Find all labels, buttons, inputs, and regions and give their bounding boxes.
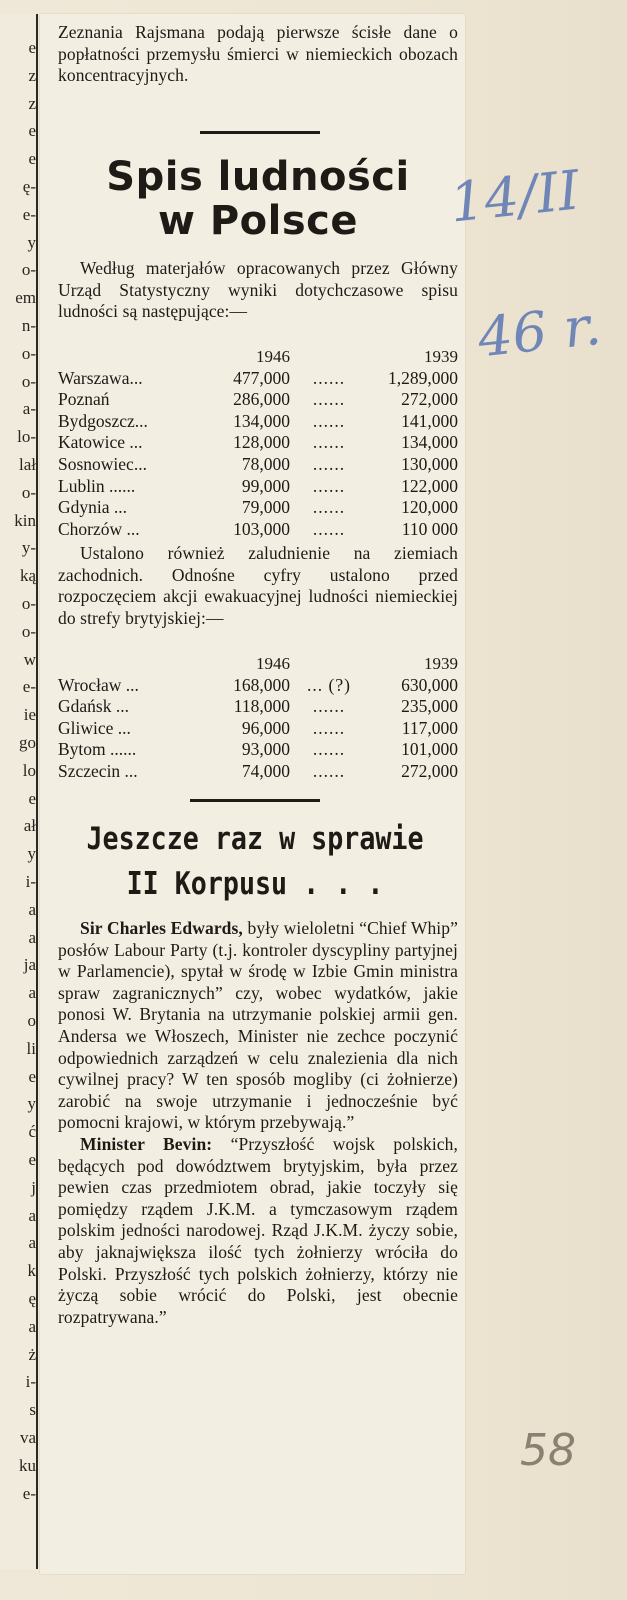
value-1939: 235,000 [401,696,458,717]
city-name: Poznań [58,389,110,410]
column-fragment-text: a [28,1316,36,1336]
city-name: Warszawa... [58,367,143,388]
value-1939: 272,000 [401,760,458,781]
headline-spis-line1: Spis ludności [106,154,410,200]
year-1946: 1946 [256,347,290,366]
column-fragment-text: z [28,93,36,113]
value-1946: 477,000 [233,367,290,388]
year-1939: 1939 [424,654,458,673]
population-row [58,696,458,718]
value-1946: 78,000 [241,453,290,474]
value-1946: 96,000 [241,717,290,738]
article1-lead-block [58,258,458,323]
speaker-bevin: Minister Bevin: [80,1133,213,1154]
column-fragment-text: i- [25,1372,36,1392]
column-fragment-text: a [28,1233,36,1253]
value-1939: 117,000 [401,717,458,738]
column-divider [36,14,38,1569]
year-1939: 1939 [424,347,458,366]
column-fragment-text: a [28,1205,36,1225]
column-fragment-text: e [28,1150,36,1169]
column-fragment-text: o- [21,621,36,641]
year-1946: 1946 [256,654,290,673]
column-fragment-text: lał [19,455,36,474]
column-fragment-text: w [23,649,36,669]
handwritten-date-line2: 46 r. [475,293,604,370]
city-name: Lublin ...... [58,475,136,496]
column-fragment-text: ć [28,1122,36,1142]
population-row [58,389,458,411]
column-fragment-text: ja [23,955,36,975]
city-name: Gdańsk ... [58,696,129,717]
column-fragment-text: o- [21,371,36,391]
city-name: Wrocław ... [58,674,139,695]
city-name: Szczecin ... [58,760,138,781]
column-fragment-text: ę- [22,177,36,196]
column-fragment-text: e [28,121,36,141]
value-1946: 93,000 [241,739,290,760]
edwards-question: były wieloletni “Chief Whip” posłów Labour Party (t.j. kontroler dyscypliny partyjnej w Parlamencie), spytał w środę w Izbie Gmin ministra spraw zagranicznych” czy, wobec wydatków, jakie ponosi W. Brytania na utrzymanie polskiej armii gen. Andersa we Włoszech, Minister nie zechce poczynić odpowiednich zarządzeń w celu znalezienia dla nich cywilnej pracy? W ten sposób mogliby (ci żołnierze) zarobić na swoje utrzymanie i jednocześnie być pomocni krajowi, w którym przebywają.” [58,918,458,1133]
value-1946: 118,000 [233,696,290,717]
column-fragment-text: e [28,38,36,57]
value-1946: 99,000 [241,475,290,496]
column-fragment-text: a [28,927,36,947]
population-row [58,368,458,390]
column-fragment-text: em [15,288,36,308]
population-table-1 [58,346,458,540]
column-fragment-text: e [28,788,36,808]
column-fragment-text: a- [22,399,36,419]
population-row [58,739,458,761]
population-row [58,497,458,519]
column-fragment-text: e [28,1066,36,1086]
intro-paragraph: Zeznania Rajsmana podają pierwsze ścisłe dane o popłatności przemysłu śmierci w niemieckich obozach koncentracyjnych. [58,22,458,86]
city-name: Sosnowiec... [58,453,147,474]
headline-spis-line2: w Polsce [157,198,359,244]
speaker-edwards: Sir Charles Edwards, [80,918,243,938]
column-fragment-text: o- [21,482,36,502]
column-fragment-text: y [27,844,36,864]
column-fragment-text: z [28,65,36,85]
population-row [58,411,458,433]
column-fragment-text: ż [28,1344,36,1364]
column-fragment-text: li [26,1038,36,1058]
handwritten-page-number: 58 [520,1425,576,1476]
value-1939: 110 000 [401,518,458,539]
value-1939: 122,000 [401,475,458,496]
leader-dots: ...... [312,453,346,474]
separator-rule [190,799,320,802]
value-1939: 134,000 [401,432,458,453]
article1-lead: Według materjałów opracowanych przez Główny Urząd Statystyczny wyniki dotychczasowe spisu ludności są następujące:— [58,258,458,322]
column-fragment-text: o- [21,594,36,613]
intro-paragraph-block [58,22,458,87]
population-row [58,675,458,697]
value-1946: 286,000 [233,389,290,410]
column-fragment-text: va [19,1428,36,1447]
value-1946: 134,000 [233,410,290,431]
column-fragment-text: n- [21,316,36,335]
leader-dots: ...... [312,696,346,717]
leader-dots: ...... [312,760,346,781]
column-fragment-text: kin [14,510,36,530]
column-fragment-text: ie [23,705,36,725]
leader-dots: ...... [312,389,346,410]
population-row [58,454,458,476]
column-fragment-text: a [28,899,36,919]
leader-dots: ...... [312,367,346,388]
value-1939: 130,000 [401,453,458,474]
column-fragment-text: y [27,232,36,252]
column-fragment-text: i- [25,872,36,891]
value-1946: 74,000 [241,760,290,781]
year-header-row [58,346,458,368]
column-fragment-text: ką [19,566,36,586]
column-fragment-text: s [29,1400,36,1420]
value-1946: 168,000 [233,674,290,695]
value-1946: 103,000 [233,518,290,539]
article2-paragraph-1 [58,918,458,1134]
article1-middle-block [58,543,458,629]
value-1939: 272,000 [401,389,458,410]
column-fragment-text: ku [19,1455,36,1475]
year-header-row [58,653,458,675]
population-row [58,476,458,498]
column-fragment-text: o [27,1011,36,1030]
leader-dots: ...... [312,432,346,453]
leader-dots: ...... [312,410,346,431]
leader-dots: ...... [312,518,346,539]
value-1946: 79,000 [241,497,290,518]
column-fragment-text: lo [22,760,36,780]
column-fragment-text: o- [21,260,36,280]
population-row [58,519,458,541]
value-1939: 630,000 [401,674,458,695]
city-name: Gliwice ... [58,717,131,738]
population-table-2 [58,653,458,783]
column-fragment-text: e- [22,204,36,224]
column-fragment-text: y- [21,538,36,558]
bevin-answer: “Przyszłość wojsk polskich, będących pod dowództwem brytyjskim, była przez pewien czas przedmiotem obrad, jakie toczyły się pomiędzy rządem J.K.M. a tymczasowym rządem polskim jedności narodowej. Rząd J.K.M. życzy sobie, aby jaknajwiększa ilość tych żołnierzy wróciła do Polski. Przyszłość tych polskich żołnierzy, którzy nie życzą sobie wrócić do Polski, jest obecnie rozpatrywana.” [58,1133,458,1327]
separator-rule [200,131,320,134]
leader-dots: ...... [312,475,346,496]
leader-dots: ...... [312,739,346,760]
article2-paragraph-2 [58,1134,458,1328]
adjacent-column-fragment [0,14,37,1569]
column-fragment-text: j [31,1177,36,1197]
column-fragment-text: e- [22,677,36,697]
leader-dots: ... (?) [307,674,351,695]
column-fragment-text: e [28,149,36,169]
column-fragment-text: y [27,1094,36,1114]
column-fragment-text: a [28,983,36,1003]
city-name: Chorzów ... [58,518,140,539]
value-1946: 128,000 [233,432,290,453]
city-name: Bydgoszcz... [58,410,148,431]
value-1939: 1,289,000 [388,367,458,388]
leader-dots: ...... [312,717,346,738]
population-row [58,761,458,783]
city-name: Gdynia ... [58,497,128,518]
headline-korpus-line1: Jeszcze raz w sprawie [86,821,424,857]
city-name: Katowice ... [58,432,143,453]
article1-middle: Ustalono również zaludnienie na ziemiach zachodnich. Odnośne cyfry ustalono przed rozpoczęciem akcji ewakuacyjnej ludności niemieckiej do strefy brytyjskiej:— [58,543,458,628]
headline-korpus-line2: II Korpusu . . . [126,866,384,902]
value-1939: 141,000 [401,410,458,431]
column-fragment-text: ał [23,816,36,836]
newspaper-clipping [40,14,465,1574]
population-row [58,432,458,454]
column-fragment-text: lo- [17,427,36,447]
article2-body [58,918,458,1328]
column-fragment-text: e- [22,1483,36,1503]
leader-dots: ...... [312,497,346,518]
value-1939: 120,000 [401,497,458,518]
column-fragment-text: k [27,1261,36,1281]
city-name: Bytom ...... [58,739,137,760]
value-1939: 101,000 [401,739,458,760]
population-row [58,718,458,740]
column-fragment-text: o- [21,343,36,363]
handwritten-date-line1: 14/II [447,158,583,235]
column-fragment-text: ę [28,1289,36,1308]
column-fragment-text: go [19,733,36,752]
